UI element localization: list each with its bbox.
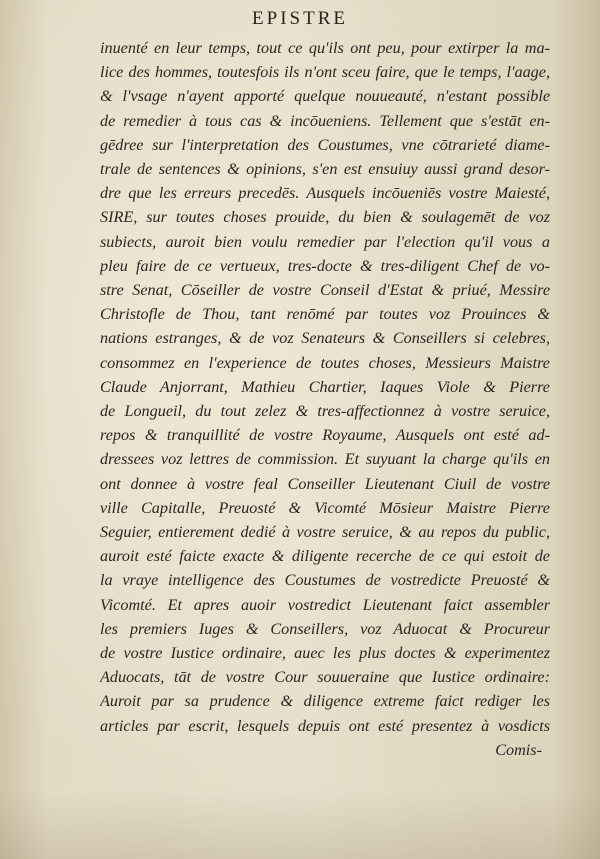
text-line: de vostre Iustice ordinaire, auec les plus doctes & experimentez: [100, 644, 550, 663]
text-line: SIRE, sur toutes choses prouide, du bien & soulagemēt de voz: [100, 208, 550, 227]
text-line: nations estranges, & de voz Senateurs & Conseillers si celebres,: [100, 329, 550, 348]
text-line: Claude Anjorrant, Mathieu Chartier, Iaques Viole & Pierre: [100, 377, 550, 396]
text-line: gēdree sur l'interpretation des Coustumes, vne cōtrarieté diame-: [100, 135, 550, 154]
text-line: de Longueil, du tout zelez & tres-affectionnez à vostre seruice,: [100, 402, 550, 421]
text-line: repos & tranquillité de vostre Royaume, Ausquels ont esté ad-: [100, 426, 550, 445]
text-line: pleu faire de ce vertueux, tres-docte & tres-diligent Chef de vo-: [100, 256, 550, 275]
text-line: articles par escrit, lesquels depuis ont esté presentez à vosdicts: [100, 716, 550, 735]
text-line: trale de sentences & opinions, s'en est ensuiuy aussi grand desor-: [100, 160, 550, 179]
text-line: subiects, auroit bien voulu remedier par l'election qu'il vous a: [100, 232, 550, 251]
text-line: consommez en l'experience de toutes choses, Messieurs Maistre: [100, 353, 550, 372]
text-line: Christofle de Thou, tant renōmé par toutes voz Prouinces &: [100, 305, 550, 324]
text-line: Aduocats, tāt de vostre Cour souueraine que Iustice ordinaire:: [100, 668, 550, 687]
text-line: & l'vsage n'ayent apporté quelque nouueauté, n'estant possible: [100, 87, 550, 106]
text-line: inuenté en leur temps, tout ce qu'ils ont peu, pour extirper la ma-: [100, 39, 550, 57]
text-line: Seguier, entierement dedié à vostre seruice, & au repos du public,: [100, 523, 550, 542]
text-line: de remedier à tous cas & incōueniens. Tellement que s'estāt en-: [100, 111, 550, 130]
running-head: EPISTRE: [252, 8, 348, 29]
text-line: lice des hommes, toutesfois ils n'ont sceu faire, que le temps, l'aage,: [100, 63, 550, 82]
text-line: les premiers Iuges & Conseillers, voz Aduocat & Procureur: [100, 619, 550, 638]
text-line: dressees voz lettres de commission. Et suyuant la charge qu'ils en: [100, 450, 550, 469]
catchword: Comis-: [495, 740, 542, 759]
text-line: auroit esté faicte exacte & diligente recerche de ce qui estoit de: [100, 547, 550, 566]
text-line: dre que les erreurs precedēs. Ausquels incōueniēs vostre Maiesté,: [100, 184, 550, 203]
text-line: Vicomté. Et apres auoir vostredict Lieutenant faict assembler: [100, 595, 550, 614]
text-block: [100, 36, 550, 762]
text-line: Auroit par sa prudence & diligence extreme faict rediger les: [100, 692, 550, 711]
text-line: ont donnee à vostre feal Conseiller Lieutenant Ciuil de vostre: [100, 474, 550, 493]
text-line: ville Capitalle, Preuosté & Vicomté Mōsieur Maistre Pierre: [100, 498, 550, 517]
text-line: stre Senat, Cōseiller de vostre Conseil d'Estat & priué, Messire: [100, 281, 550, 300]
text-line: la vraye intelligence des Coustumes de vostredicte Preuosté &: [100, 571, 550, 590]
